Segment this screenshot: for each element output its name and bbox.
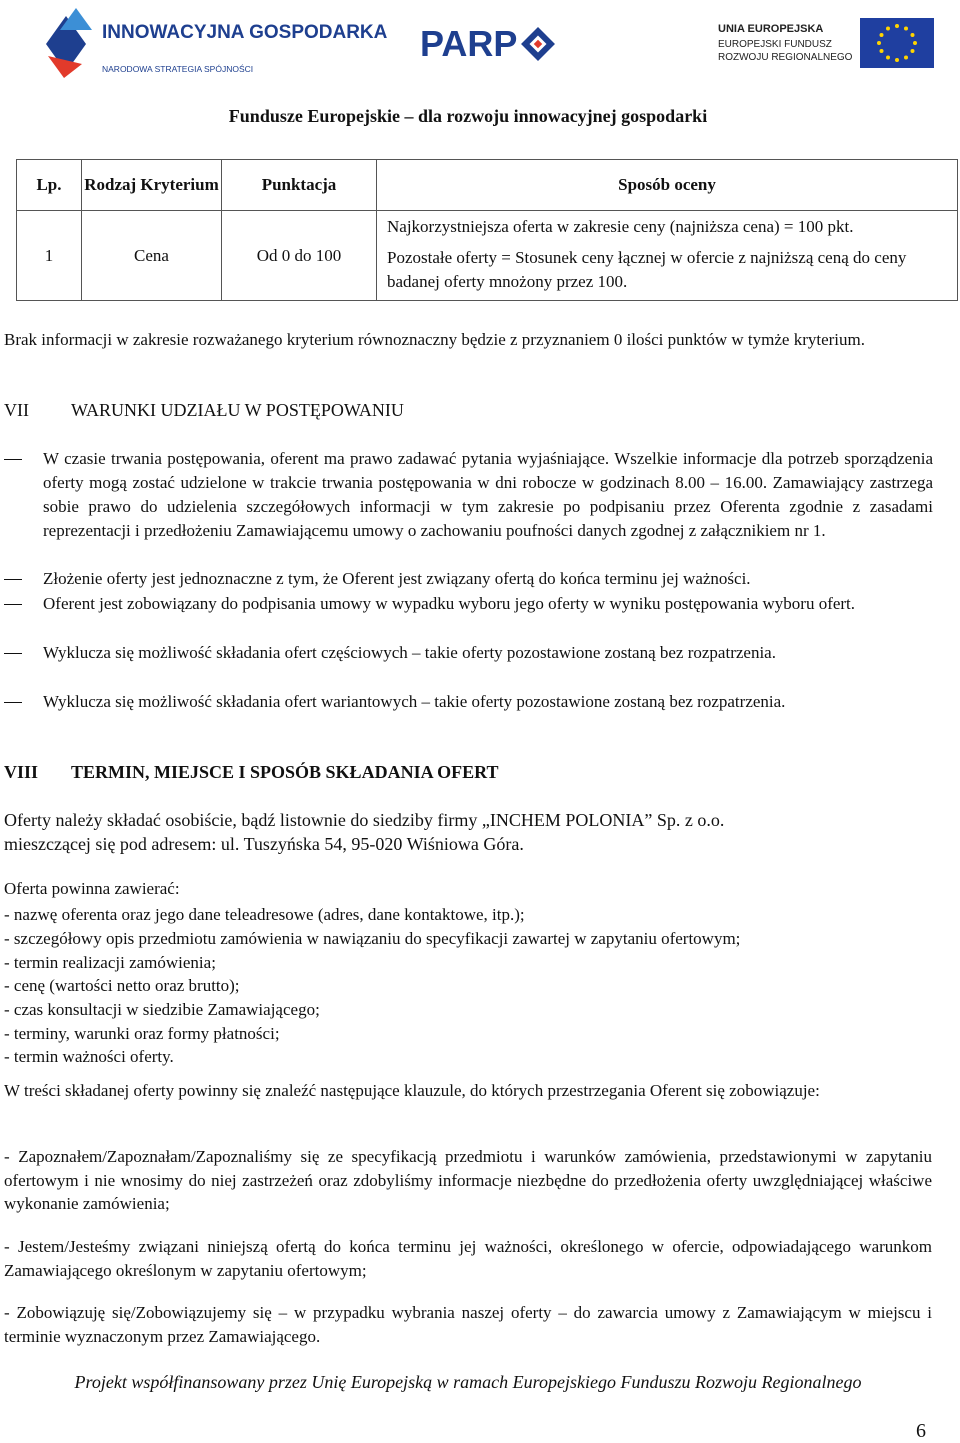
ocena-line-2: Pozostałe oferty = Stosunek ceny łącznej w ofercie z najniższą ceną do ceny badanej oferty mnożony przez 100.	[387, 248, 907, 291]
klauzule-heading: W treści składanej oferty powinny się znaleźć następujące klauzule, do których przestrzegania Oferent się zobowiązuje:	[4, 1081, 820, 1100]
section7-bullet-5: Wyklucza się możliwość składania ofert wariantowych – takie oferty pozostawione zostaną bez rozpatrzenia.	[43, 692, 786, 711]
section7-title: WARUNKI UDZIAŁU W POSTĘPOWANIU	[71, 400, 404, 420]
col-header-ocena: Sposób oceny	[377, 160, 958, 211]
list-item: - terminy, warunki oraz formy płatności;	[4, 1024, 280, 1043]
zawierac-heading: Oferta powinna zawierać:	[4, 879, 180, 898]
section7-bullet-3: Oferent jest zobowiązany do podpisania umowy w wypadku wyboru jego oferty w wyniku postępowania wyboru ofert.	[43, 594, 856, 613]
list-item: - termin realizacji zamówienia;	[4, 953, 216, 972]
logo-ig-text-1: INNOWACYJNA GOSPODARKA	[102, 22, 388, 43]
logo-ig-text-2: NARODOWA STRATEGIA SPÓJNOŚCI	[102, 64, 254, 74]
list-item: - nazwę oferenta oraz jego dane teleadresowe (adres, dane kontaktowe, itp.);	[4, 905, 525, 924]
parp-logo	[420, 16, 570, 72]
dash-bullet	[4, 459, 22, 460]
col-header-lp: Lp.	[17, 160, 82, 211]
section7-bullet-2: Złożenie oferty jest jednoznaczne z tym, że Oferent jest związany ofertą do końca terminu jej ważności.	[43, 569, 751, 588]
document-title: Fundusze Europejskie – dla rozwoju innowacyjnej gospodarki	[228, 106, 708, 126]
cell-lp: 1	[17, 211, 82, 301]
col-header-kryterium: Rodzaj Kryterium	[82, 160, 222, 211]
ue-text-3: ROZWOJU REGIONALNEGO	[718, 52, 853, 63]
ue-efrr-logo	[718, 14, 938, 72]
section8-number: VIII	[4, 762, 39, 782]
brak-informacji-note: Brak informacji w zakresie rozważanego kryterium równoznaczny będzie z przyznaniem 0 ilości punktów w tymże kryterium.	[4, 330, 866, 349]
innowacyjna-gospodarka-logo	[42, 6, 388, 84]
klauzula-3: - Zobowiązuję się/Zobowiązujemy się – w przypadku wybrania naszej oferty – do zawarcia umowy z Zamawiającym w miejscu i terminie wyznaczonym przez Zamawiającego.	[4, 1303, 932, 1346]
table-header-row	[17, 160, 958, 211]
cell-punktacja: Od 0 do 100	[222, 211, 377, 301]
oferty-line-2: mieszczącej się pod adresem: ul. Tuszyńska 54, 95-020 Wiśniowa Góra.	[4, 834, 524, 854]
page-number: 6	[916, 1420, 926, 1442]
col-header-punktacja: Punktacja	[222, 160, 377, 211]
section7-bullet-1: W czasie trwania postępowania, oferent ma prawo zadawać pytania wyjaśniające. Wszelkie informacje dla potrzeb sporządzenia oferty mogą zostać udzielone w trakcie trwania postępowania w dni robocze w godzinach 8.00 – 16.00. Zamawiający zastrzega sobie prawo do udzielenia szczegółowych informacji w tym zakresie po podpisaniu przez Oferenta zgodnie z zasadami reprezentacji i przedłożeniu Zamawiającemu umowy o zachowaniu poufności danych zgodnej z załącznikiem nr 1.	[43, 449, 933, 540]
list-item: - termin ważności oferty.	[4, 1047, 174, 1066]
dash-bullet	[4, 579, 22, 580]
dash-bullet	[4, 604, 22, 605]
cell-ocena	[377, 211, 958, 301]
ocena-line-1: Najkorzystniejsza oferta w zakresie ceny (najniższa cena) = 100 pkt.	[387, 217, 854, 236]
list-item: - czas konsultacji w siedzibie Zamawiającego;	[4, 1000, 320, 1019]
oferty-line-1: Oferty należy składać osobiście, bądź listownie do siedziby firmy „INCHEM POLONIA” Sp. z o.o.	[4, 810, 725, 830]
klauzula-1: - Zapoznałem/Zapoznałam/Zapoznaliśmy się ze specyfikacją przedmiotu i warunków zamówienia, przedstawionymi w zapytaniu ofertowym i nie wnosimy do niej zastrzeżeń oraz zdobyliśmy informacje niezbędne do przedłożenia oferty uwzględniającej właściwe wykonanie zamówienia;	[4, 1147, 932, 1213]
dash-bullet	[4, 702, 22, 703]
page-footer: Projekt współfinansowany przez Unię Europejską w ramach Europejskiego Funduszu Rozwoju Regionalnego	[74, 1372, 862, 1392]
ue-text-1: UNIA EUROPEJSKA	[718, 23, 824, 35]
ue-text-2: EUROPEJSKI FUNDUSZ	[718, 39, 832, 50]
list-item: - szczegółowy opis przedmiotu zamówienia w nawiązaniu do specyfikacji zawartej w zapytaniu ofertowym;	[4, 929, 741, 948]
section7-number: VII	[4, 400, 29, 420]
list-item: - cenę (wartości netto oraz brutto);	[4, 976, 240, 995]
criteria-table	[16, 159, 958, 301]
section7-bullet-4: Wyklucza się możliwość składania ofert częściowych – takie oferty pozostawione zostaną bez rozpatrzenia.	[43, 643, 776, 662]
table-row	[17, 211, 958, 301]
dash-bullet	[4, 653, 22, 654]
cell-kryterium: Cena	[82, 211, 222, 301]
parp-text: PARP	[420, 23, 518, 64]
klauzula-2: - Jestem/Jesteśmy związani niniejszą ofertą do końca terminu jej ważności, określonego w ofercie, odpowiadającego warunkom Zamawiającego określonym w zapytaniu ofertowym;	[4, 1237, 932, 1280]
section8-title: TERMIN, MIEJSCE I SPOSÓB SKŁADANIA OFERT	[71, 762, 499, 782]
